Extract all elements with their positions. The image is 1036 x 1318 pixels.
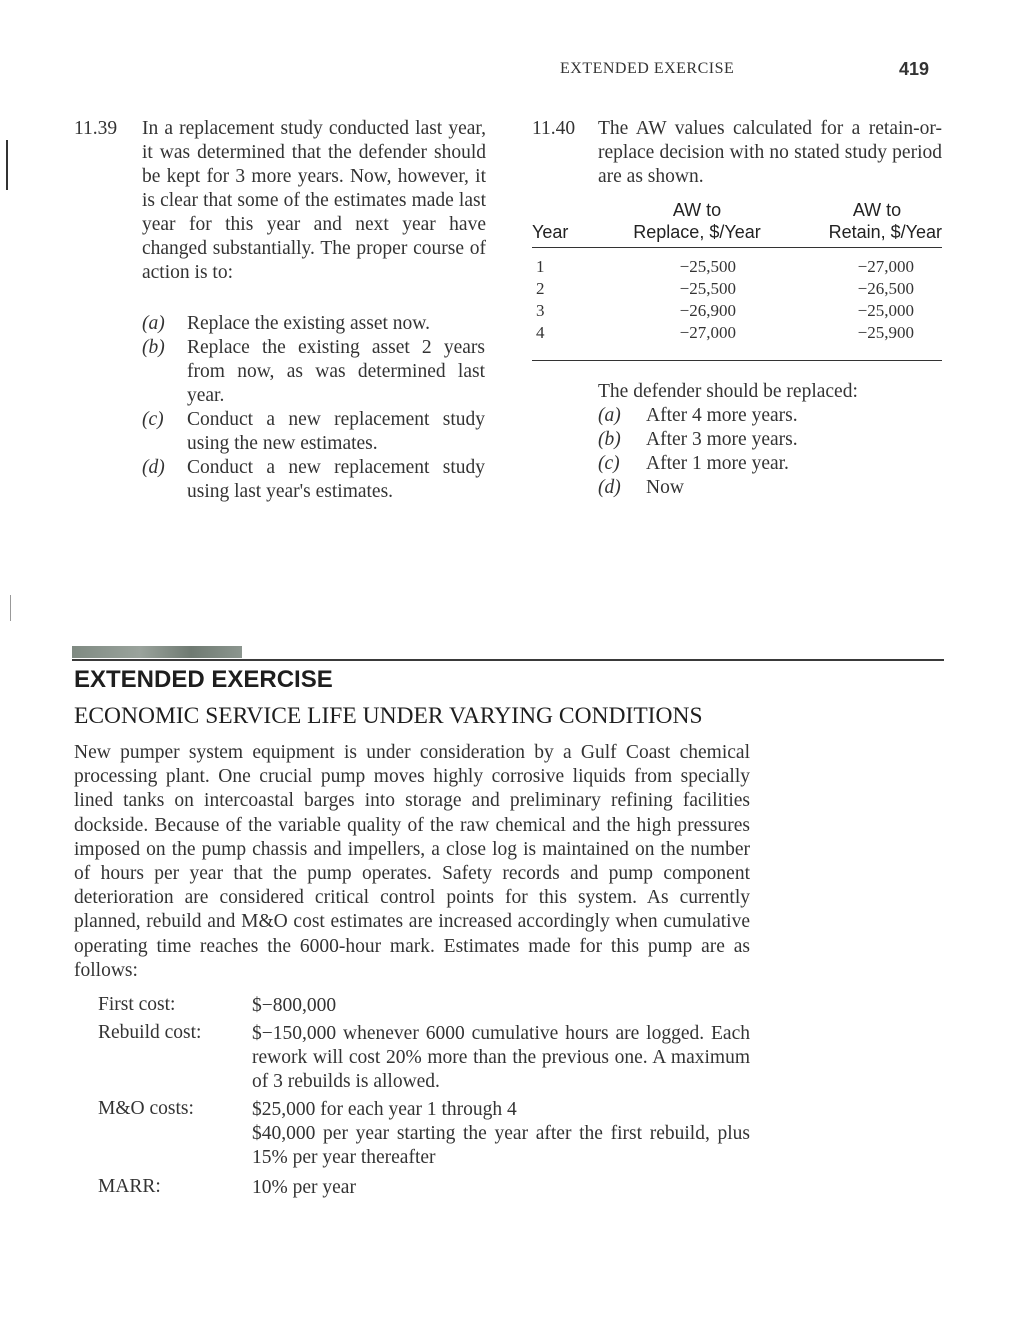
estimate-label-mo-costs: M&O costs: <box>98 1098 194 1119</box>
estimate-label-marr: MARR: <box>98 1176 161 1197</box>
estimate-value-first-cost: $−800,000 <box>252 995 337 1016</box>
table-row <box>532 322 942 344</box>
option-text: Replace the existing asset 2 years from now, as was determined last year. <box>187 337 485 406</box>
option-letter: (d) <box>598 477 621 498</box>
table-row <box>532 256 942 278</box>
running-head: EXTENDED EXERCISE <box>560 60 735 77</box>
cell-retain: −27,000 <box>857 257 914 276</box>
table-row <box>532 278 942 300</box>
cell-retain: −25,000 <box>857 301 914 320</box>
option-text: Conduct a new replacement study using last year's estimates. <box>187 457 485 502</box>
section-paragraph: New pumper system equipment is under consideration by a Gulf Coast chemical processing plant. One crucial pump moves highly corrosive liquids from specially lined tanks on intercoastal barges into storage and preliminary refining facilities dockside. Because of the variable quality of the raw chemical and the high pressures imposed on the pump chassis and impellers, a close log is maintained on the number of hours per year that the pump operates. Safety records and pump component deterioration are considered critical control points for this system. As currently planned, rebuild and M&O cost estimates are increased accordingly when cumulative operating time reaches the 6000-hour mark. Estimates made for this pump are as follows: <box>74 742 750 981</box>
problem-11-39 <box>74 117 488 507</box>
option-letter: (d) <box>142 457 165 478</box>
table-row <box>532 300 942 322</box>
option-letter: (c) <box>598 453 620 474</box>
problem-text: The AW values calculated for a retain-or-replace decision with no stated study period are as shown. <box>598 118 942 187</box>
table-header-rule <box>532 247 942 248</box>
section-divider <box>72 646 944 660</box>
cell-year: 4 <box>536 323 545 342</box>
problem-11-40-options <box>598 380 944 510</box>
margin-mark <box>6 140 8 190</box>
estimate-value-marr: 10% per year <box>252 1177 356 1198</box>
col-header-replace-line2: Replace, $/Year <box>633 222 761 242</box>
table-bottom-rule <box>532 360 942 361</box>
section-shade-block <box>72 646 242 658</box>
cell-year: 2 <box>536 279 545 298</box>
problem-text: In a replacement study conducted last year, it was determined that the defender should be kept for 3 more years. Now, however, it is clear that some of the estimates made last year for this year and next year have changed substantially. The proper course of action is to: <box>142 118 486 283</box>
option-text: Now <box>646 477 684 498</box>
estimate-label-first-cost: First cost: <box>98 994 176 1015</box>
cell-year: 3 <box>536 301 545 320</box>
estimate-value-mo-costs-2: $40,000 per year starting the year after the first rebuild, plus 15% per year thereafter <box>252 1123 750 1169</box>
cell-replace: −25,500 <box>679 279 736 298</box>
col-header-retain-line2: Retain, $/Year <box>828 222 942 242</box>
cell-retain: −25,900 <box>857 323 914 342</box>
col-header-year: Year <box>532 222 569 242</box>
section-rule <box>72 659 944 661</box>
estimate-value-mo-costs: $25,000 for each year 1 through 4 <box>252 1099 517 1120</box>
cell-replace: −25,500 <box>679 257 736 276</box>
col-header-retain <box>772 199 942 243</box>
cell-replace: −26,900 <box>679 301 736 320</box>
col-header-replace <box>622 199 772 243</box>
option-letter: (b) <box>598 429 621 450</box>
problem-question: The defender should be replaced: <box>598 381 858 402</box>
margin-mark <box>10 595 11 621</box>
option-letter: (a) <box>598 405 621 426</box>
cell-replace: −27,000 <box>679 323 736 342</box>
option-text: Conduct a new replacement study using the new estimates. <box>187 409 485 454</box>
option-letter: (b) <box>142 337 165 358</box>
section-title: EXTENDED EXERCISE <box>74 666 333 693</box>
col-header-retain-line1: AW to <box>852 200 902 220</box>
estimate-label-rebuild-cost: Rebuild cost: <box>98 1022 202 1043</box>
col-header-replace-line1: AW to <box>672 200 722 220</box>
option-letter: (c) <box>142 409 164 430</box>
option-text: Replace the existing asset now. <box>187 313 430 334</box>
option-text: After 1 more year. <box>646 453 789 474</box>
cell-year: 1 <box>536 257 545 276</box>
problem-number: 11.40 <box>532 118 576 139</box>
option-text: After 3 more years. <box>646 429 798 450</box>
option-text: After 4 more years. <box>646 405 798 426</box>
aw-table <box>532 199 942 361</box>
section-subtitle: ECONOMIC SERVICE LIFE UNDER VARYING CONDITIONS <box>74 703 703 729</box>
cell-retain: −26,500 <box>857 279 914 298</box>
option-letter: (a) <box>142 313 165 334</box>
estimate-value-rebuild-cost: $−150,000 whenever 6000 cumulative hours are logged. Each rework will cost 20% more than the previous one. A maximum of 3 rebuilds is allowed. <box>252 1023 750 1093</box>
problem-number: 11.39 <box>74 118 118 139</box>
page-number: 419 <box>899 59 930 79</box>
